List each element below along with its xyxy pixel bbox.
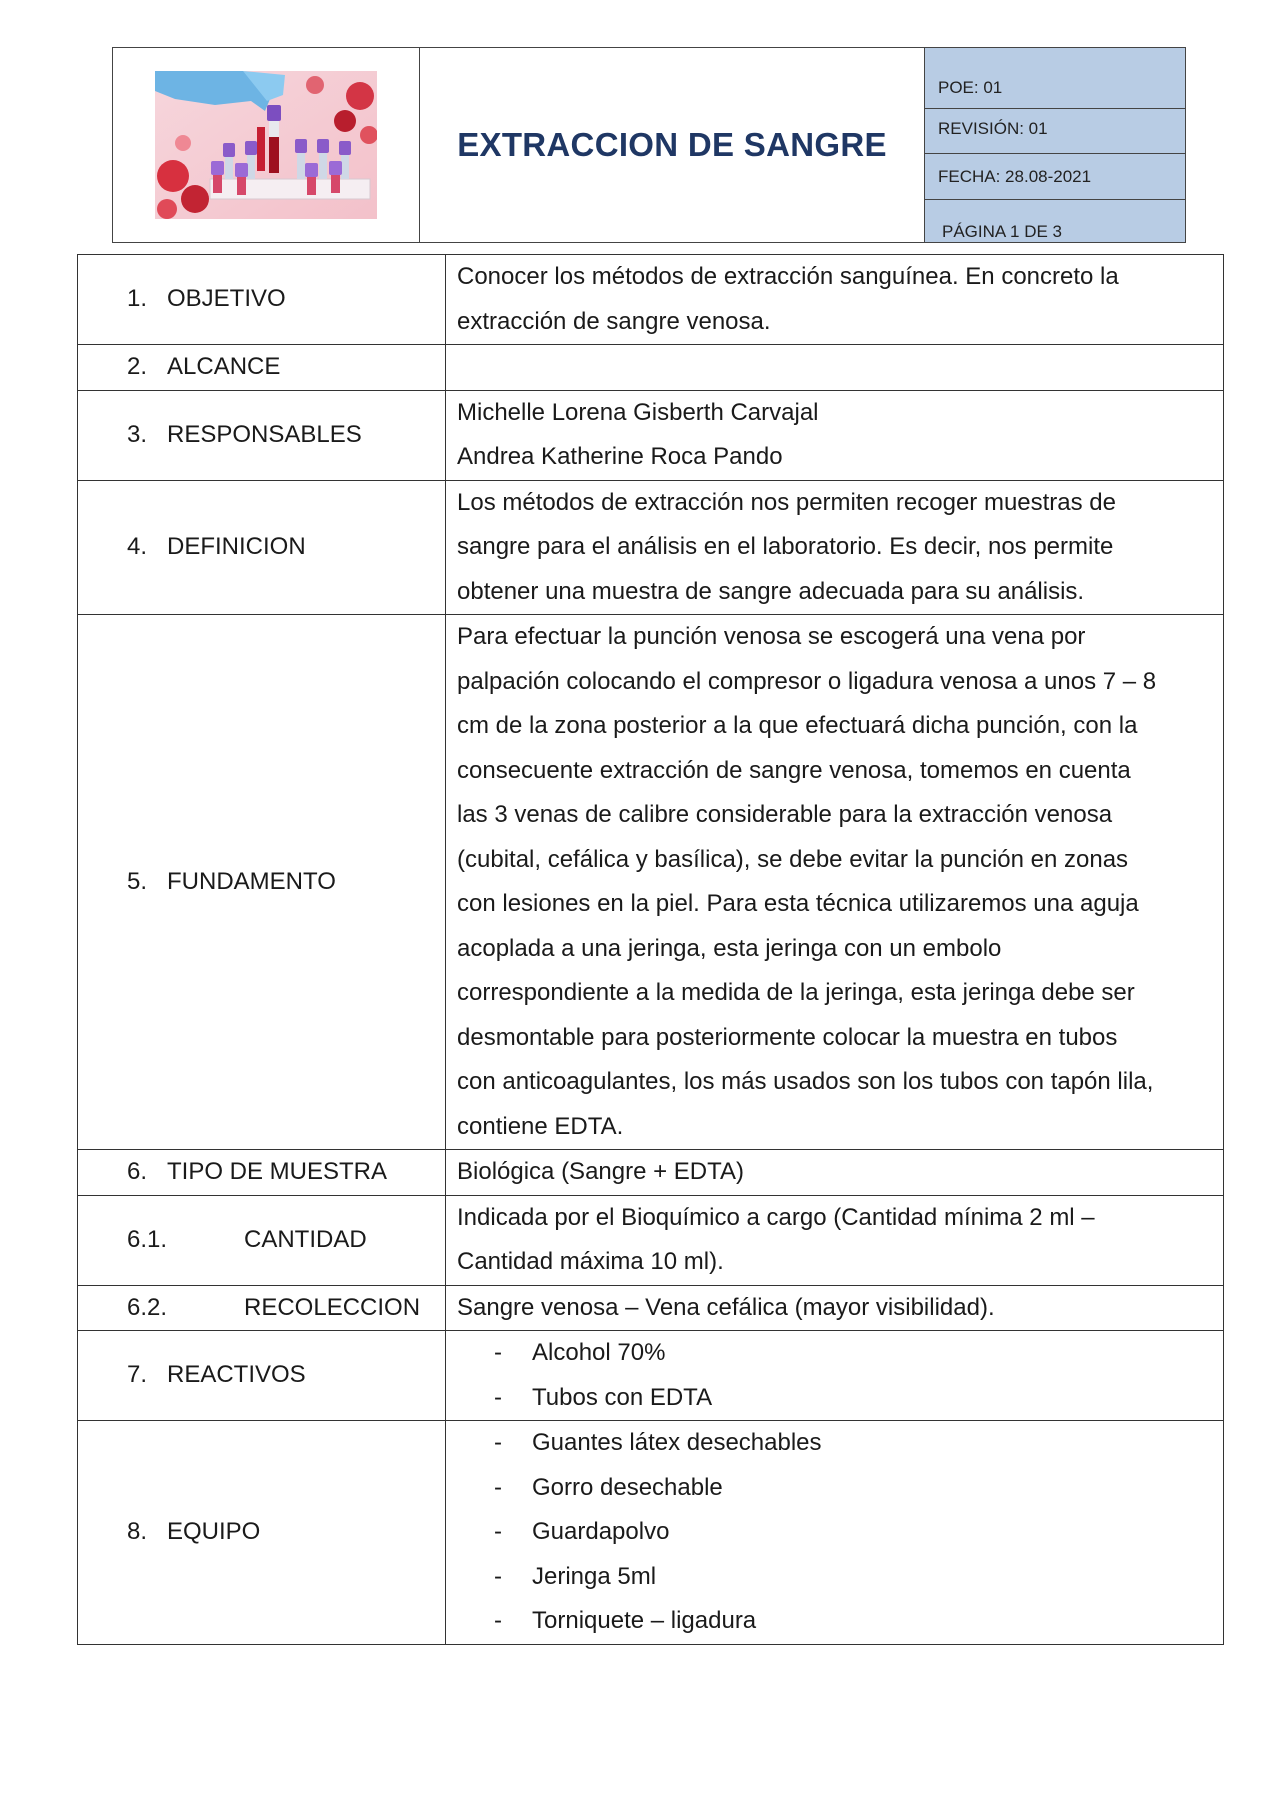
title-cell (420, 48, 925, 242)
text-line: contiene EDTA. (457, 1112, 624, 1140)
list-item (457, 1510, 1217, 1555)
text-line: las 3 venas de calibre considerable para la extracción venosa (457, 801, 1113, 828)
row-label (78, 1285, 446, 1331)
list-item (457, 1421, 1217, 1466)
list-item (457, 1555, 1217, 1600)
logo-cell (113, 48, 420, 242)
text-line: Michelle Lorena Gisberth Carvajal (457, 398, 819, 426)
text-line: Indicada por el Bioquímico a cargo (Cantidad mínima 2 ml – (457, 1203, 1095, 1231)
recoleccion-content (446, 1285, 1224, 1331)
text-line: Para efectuar la punción venosa se escogerá una vena por (457, 623, 1086, 650)
table-row (78, 345, 1224, 391)
row-label (78, 390, 446, 480)
bullet-dash: - (494, 1473, 502, 1501)
row-label (78, 1195, 446, 1285)
list-item (457, 1331, 1217, 1376)
row-number: 6.1. (127, 1225, 168, 1253)
item-text: Alcohol 70% (532, 1339, 666, 1366)
text-line: con lesiones en la piel. Para esta técnica utilizaremos una aguja (457, 890, 1139, 917)
page-number: PÁGINA 1 DE 3 (942, 222, 1062, 241)
text-line: Biológica (Sangre + EDTA) (457, 1158, 745, 1185)
row-label (78, 480, 446, 615)
label-text: CANTIDAD (244, 1225, 367, 1253)
row-label (78, 1150, 446, 1196)
item-text: Jeringa 5ml (532, 1562, 657, 1590)
row-label (78, 1421, 446, 1645)
text-line: Andrea Katherine Roca Pando (457, 443, 783, 470)
table-row (78, 255, 1224, 345)
label-text: DEFINICION (167, 533, 306, 560)
list-item (457, 1466, 1217, 1511)
bullet-dash: - (494, 1339, 502, 1366)
item-text: Guantes látex desechables (532, 1429, 822, 1456)
text-line: (cubital, cefálica y basílica), se debe evitar la punción en zonas (457, 845, 1129, 873)
definicion-content (446, 480, 1224, 615)
label-text: ALCANCE (167, 353, 281, 380)
document-title: EXTRACCION DE SANGRE (457, 126, 887, 163)
row-number: 4. (127, 533, 148, 560)
item-text: Gorro desechable (532, 1473, 723, 1501)
text-line: obtener una muestra de sangre adecuada para su análisis. (457, 577, 1085, 605)
label-text: FUNDAMENTO (167, 867, 336, 895)
bullet-dash: - (494, 1607, 502, 1634)
text-line: extracción de sangre venosa. (457, 307, 771, 335)
table-row (78, 1150, 1224, 1196)
item-text: Tubos con EDTA (532, 1383, 713, 1411)
label-text: REACTIVOS (167, 1361, 306, 1389)
text-line: Los métodos de extracción nos permiten recoger muestras de (457, 488, 1117, 516)
row-number: 6.2. (127, 1293, 168, 1321)
text-line: desmontable para posteriormente colocar la muestra en tubos (457, 1023, 1118, 1051)
text-line: correspondiente a la medida de la jeringa, esta jeringa debe ser (457, 979, 1135, 1006)
bullet-dash: - (494, 1562, 502, 1590)
alcance-content (446, 345, 1224, 391)
row-number: 1. (127, 285, 148, 313)
table-row (78, 1421, 1224, 1645)
label-text: EQUIPO (167, 1518, 261, 1545)
row-number: 7. (127, 1361, 148, 1389)
text-line: consecuente extracción de sangre venosa, tomemos en cuenta (457, 756, 1131, 784)
reactivos-content (446, 1331, 1224, 1421)
label-text: RESPONSABLES (167, 420, 362, 448)
document-header (112, 47, 1186, 243)
row-number: 3. (127, 420, 148, 448)
bullet-dash: - (494, 1518, 502, 1545)
label-text: RECOLECCION (244, 1293, 421, 1321)
responsables-content (446, 390, 1224, 480)
tipo-muestra-content (446, 1150, 1224, 1196)
row-label (78, 345, 446, 391)
item-text: Guardapolvo (532, 1518, 670, 1545)
text-line: Conocer los métodos de extracción sanguínea. En concreto la (457, 263, 1119, 290)
text-line: con anticoagulantes, los más usados son los tubos con tapón lila, (457, 1068, 1154, 1095)
row-label (78, 615, 446, 1150)
revision-number: REVISIÓN: 01 (925, 109, 1185, 154)
table-row (78, 390, 1224, 480)
table-row (78, 1195, 1224, 1285)
text-line: acoplada a una jeringa, esta jeringa con un embolo (457, 934, 1002, 962)
table-row (78, 1331, 1224, 1421)
list-item (457, 1376, 1217, 1421)
equipo-content (446, 1421, 1224, 1645)
text-line: Cantidad máxima 10 ml). (457, 1248, 724, 1275)
objetivo-content (446, 255, 1224, 345)
row-label (78, 1331, 446, 1421)
table-row (78, 480, 1224, 615)
bullet-dash: - (494, 1429, 502, 1456)
document-meta (925, 48, 1185, 242)
table-row (78, 1285, 1224, 1331)
text-line: sangre para el análisis en el laboratorio. Es decir, nos permite (457, 533, 1114, 560)
text-line: palpación colocando el compresor o ligadura venosa a unos 7 – 8 (457, 667, 1157, 695)
label-text: TIPO DE MUESTRA (167, 1158, 388, 1185)
row-number: 5. (127, 867, 148, 895)
row-number: 2. (127, 353, 148, 380)
row-label (78, 255, 446, 345)
table-row (78, 615, 1224, 1150)
text-line: cm de la zona posterior a la que efectuará dicha punción, con la (457, 712, 1138, 739)
row-number: 6. (127, 1158, 148, 1185)
blood-tubes-image (155, 71, 377, 219)
procedure-table (77, 254, 1224, 1645)
row-number: 8. (127, 1518, 148, 1545)
list-item (457, 1599, 1217, 1644)
text-line: Sangre venosa – Vena cefálica (mayor visibilidad). (457, 1293, 995, 1321)
cantidad-content (446, 1195, 1224, 1285)
poe-number: POE: 01 (925, 48, 1185, 109)
bullet-dash: - (494, 1383, 502, 1411)
fundamento-content (446, 615, 1224, 1150)
label-text: OBJETIVO (167, 285, 286, 313)
document-date: FECHA: 28.08-2021 (925, 154, 1185, 200)
item-text: Torniquete – ligadura (532, 1607, 757, 1634)
